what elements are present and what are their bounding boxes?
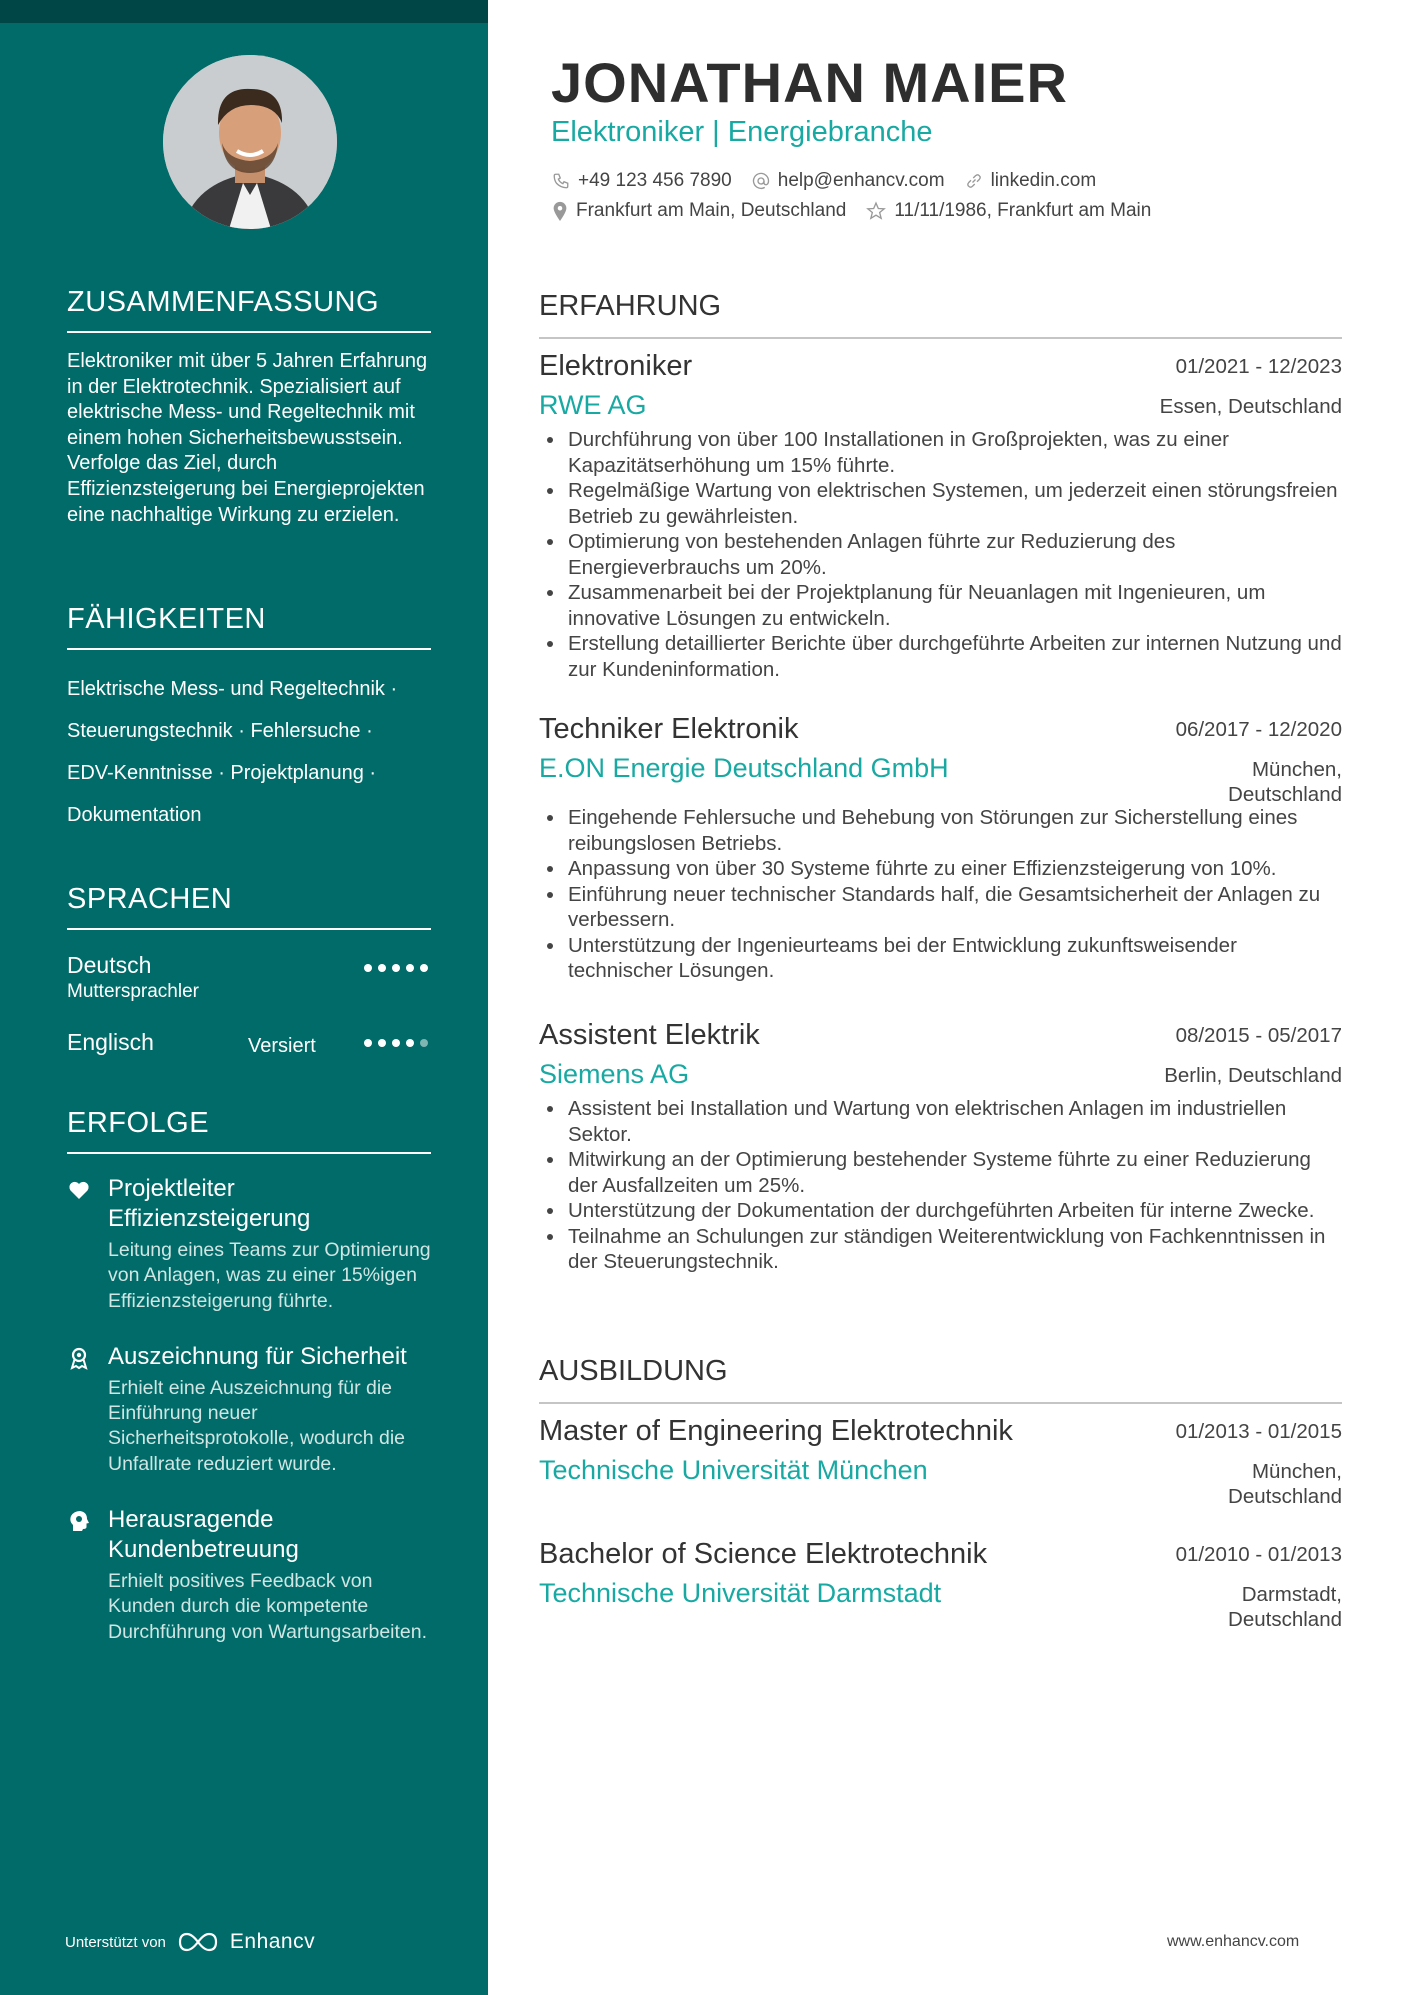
- rating-dot: [406, 964, 414, 972]
- achievement-title: Herausragende Kundenbetreuung: [108, 1506, 299, 1564]
- company-name: Siemens AG: [539, 1059, 690, 1089]
- bullet-item: • Einführung neuer technischer Standards half, die Gesamtsicherheit der Anlagen zu verbessern.: [566, 882, 1342, 933]
- head-icon: [67, 1509, 91, 1533]
- rating-dot: [378, 964, 386, 972]
- skill-item: Dokumentation: [67, 804, 202, 826]
- powered-by-label: Unterstützt von: [65, 1933, 166, 1951]
- star-icon: [866, 201, 886, 221]
- skills-list: [67, 668, 431, 836]
- language-row: [67, 952, 431, 1012]
- bullet-item: • Teilnahme an Schulungen zur ständigen Weiterentwicklung von Fachkenntnissen in der Steuerungstechnik.: [566, 1224, 1342, 1275]
- link-icon: [965, 172, 983, 190]
- sidebar-top-bar: [0, 0, 488, 23]
- rating-dot: [364, 1039, 372, 1047]
- languages-title: SPRACHEN: [67, 883, 431, 930]
- achievement-desc: Leitung eines Teams zur Optimierung von Anlagen, was zu einer 15%igen Effizienzsteigerung führte.: [108, 1239, 431, 1312]
- sidebar: [0, 0, 488, 1995]
- powered-by: [65, 1930, 315, 1954]
- language-level: Versiert: [248, 1035, 316, 1057]
- school-name: Technische Universität München: [539, 1455, 928, 1485]
- languages-section: [67, 883, 431, 1089]
- skills-section: [67, 603, 431, 836]
- achievement-item: [67, 1505, 431, 1645]
- contact-linkedin[interactable]: linkedin.com: [965, 170, 1097, 192]
- job-title: Elektroniker: [539, 350, 693, 382]
- summary-text: Elektroniker mit über 5 Jahren Erfahrung in der Elektrotechnik. Spezialisiert auf elektrische Mess- und Regeltechnik mit einem hohen Sicherheitsbewusstsein. Verfolge das Ziel, durch Effizienzsteigerung bei Energieprojekten eine nachhaltige Wirkung zu erzielen.: [67, 350, 428, 526]
- job-dates: 01/2021 - 12/2023: [1175, 355, 1342, 378]
- language-level: Muttersprachler: [67, 981, 199, 1002]
- enhancv-logo-icon: [176, 1931, 220, 1953]
- skill-item: Projektplanung ·: [230, 762, 377, 784]
- experience-title: ERFAHRUNG: [539, 290, 1342, 339]
- achievements-section: [67, 1107, 431, 1673]
- bullet-item: • Erstellung detaillierter Berichte über durchgeführte Arbeiten zur internen Nutzung und zur Kundeninformation.: [566, 631, 1342, 682]
- bullet-item: • Unterstützung der Ingenieurteams bei der Entwicklung zukunftsweisender technischer Lösungen.: [566, 933, 1342, 984]
- education-location: München, Deutschland: [1228, 1460, 1342, 1508]
- achievements-title: ERFOLGE: [67, 1107, 431, 1154]
- bullet-item: • Durchführung von über 100 Installationen in Großprojekten, was zu einer Kapazitätserhöhung um 15% führte.: [566, 427, 1342, 478]
- achievement-item: [67, 1342, 431, 1477]
- job-location: München, Deutschland: [1228, 758, 1342, 806]
- bullet-item: • Optimierung von bestehenden Anlagen führte zur Reduzierung des Energieverbrauchs um 20%.: [566, 529, 1342, 580]
- contact-email[interactable]: help@enhancv.com: [752, 170, 945, 192]
- rating-dot: [420, 964, 428, 972]
- language-name: Deutsch: [67, 952, 152, 978]
- contact-row-1: [552, 170, 1096, 192]
- rating-dot: [392, 964, 400, 972]
- skill-item: Steuerungstechnik ·: [67, 720, 245, 742]
- degree-title: Master of Engineering Elektrotechnik: [539, 1415, 1013, 1447]
- degree-title: Bachelor of Science Elektrotechnik: [539, 1538, 988, 1570]
- achievement-desc: Erhielt positives Feedback von Kunden durch die kompetente Durchführung von Wartungsarbeiten.: [108, 1570, 428, 1643]
- experience-entry: [539, 1019, 1342, 1275]
- job-bullets: [539, 805, 1342, 984]
- rating-dot: [406, 1039, 414, 1047]
- bullet-item: • Mitwirkung an der Optimierung bestehender Systeme führte zu einer Reduzierung der Ausfallzeiten um 25%.: [566, 1147, 1342, 1198]
- job-title: Techniker Elektronik: [539, 713, 799, 745]
- rating-dot: [420, 1039, 428, 1047]
- contact-location: Frankfurt am Main, Deutschland: [552, 200, 846, 222]
- bullet-item: • Unterstützung der Dokumentation der durchgeführten Arbeiten für interne Zwecke.: [566, 1198, 1342, 1224]
- education-entry: [539, 1538, 1342, 1632]
- candidate-name: JONATHAN MAIER: [551, 51, 1068, 114]
- achievement-title: Projektleiter Effizienzsteigerung: [108, 1175, 311, 1232]
- achievement-title: Auszeichnung für Sicherheit: [108, 1342, 407, 1370]
- school-name: Technische Universität Darmstadt: [539, 1578, 942, 1608]
- education-entry: [539, 1415, 1342, 1509]
- skill-item: Fehlersuche ·: [250, 720, 373, 742]
- achievement-desc: Erhielt eine Auszeichnung für die Einführung neuer Sicherheitsprotokolle, wodurch die Unfallrate reduziert wurde.: [108, 1376, 405, 1475]
- summary-title: ZUSAMMENFASSUNG: [67, 286, 431, 333]
- job-bullets: [539, 1096, 1342, 1275]
- skills-title: FÄHIGKEITEN: [67, 603, 431, 650]
- summary-section: [67, 286, 431, 528]
- bullet-item: • Anpassung von über 30 Systeme führte zu einer Effizienzsteigerung von 10%.: [566, 856, 1342, 882]
- company-name: RWE AG: [539, 390, 647, 420]
- achievement-item: [67, 1174, 431, 1314]
- award-icon: [67, 1346, 91, 1370]
- skill-item: Elektrische Mess- und Regeltechnik ·: [67, 678, 398, 700]
- experience-entry: [539, 713, 1342, 984]
- experience-entry: [539, 350, 1342, 682]
- job-dates: 06/2017 - 12/2020: [1175, 718, 1342, 741]
- avatar: [163, 55, 337, 229]
- job-title: Assistent Elektrik: [539, 1019, 760, 1051]
- education-dates: 01/2010 - 01/2013: [1175, 1543, 1342, 1566]
- rating-dot: [364, 964, 372, 972]
- language-row: [67, 1029, 431, 1089]
- education-title: AUSBILDUNG: [539, 1355, 1342, 1404]
- heart-icon: [67, 1178, 91, 1202]
- contact-phone: +49 123 456 7890: [552, 170, 732, 192]
- education-location: Darmstadt, Deutschland: [1228, 1583, 1342, 1631]
- education-dates: 01/2013 - 01/2015: [1175, 1420, 1342, 1443]
- bullet-item: • Eingehende Fehlersuche und Behebung von Störungen zur Sicherstellung eines reibungslosen Betriebs.: [566, 805, 1342, 856]
- headline: Elektroniker | Energiebranche: [551, 116, 933, 148]
- rating-dot: [378, 1039, 386, 1047]
- location-pin-icon: [552, 201, 568, 221]
- contact-row-2: [552, 200, 1151, 222]
- at-icon: [752, 172, 770, 190]
- company-name: E.ON Energie Deutschland GmbH: [539, 753, 949, 783]
- footer-url[interactable]: www.enhancv.com: [1167, 1933, 1300, 1950]
- job-location: Essen, Deutschland: [1159, 395, 1342, 418]
- contact-birth: 11/11/1986, Frankfurt am Main: [866, 200, 1151, 222]
- rating-dot: [392, 1039, 400, 1047]
- phone-icon: [552, 172, 570, 190]
- language-rating: [364, 964, 428, 972]
- job-location: Berlin, Deutschland: [1164, 1064, 1342, 1087]
- bullet-item: • Regelmäßige Wartung von elektrischen Systemen, um jederzeit einen störungsfreien Betrieb zu gewährleisten.: [566, 478, 1342, 529]
- brand-name: Enhancv: [229, 1930, 316, 1953]
- skill-item: EDV-Kenntnisse ·: [67, 762, 225, 784]
- bullet-item: • Assistent bei Installation und Wartung von elektrischen Anlagen im industriellen Sektor.: [566, 1096, 1342, 1147]
- language-rating: [364, 1039, 428, 1047]
- job-bullets: [539, 427, 1342, 682]
- language-name: Englisch: [67, 1029, 154, 1055]
- job-dates: 08/2015 - 05/2017: [1175, 1024, 1342, 1047]
- bullet-item: • Zusammenarbeit bei der Projektplanung für Neuanlagen mit Ingenieuren, um innovative Lösungen zu entwickeln.: [566, 580, 1342, 631]
